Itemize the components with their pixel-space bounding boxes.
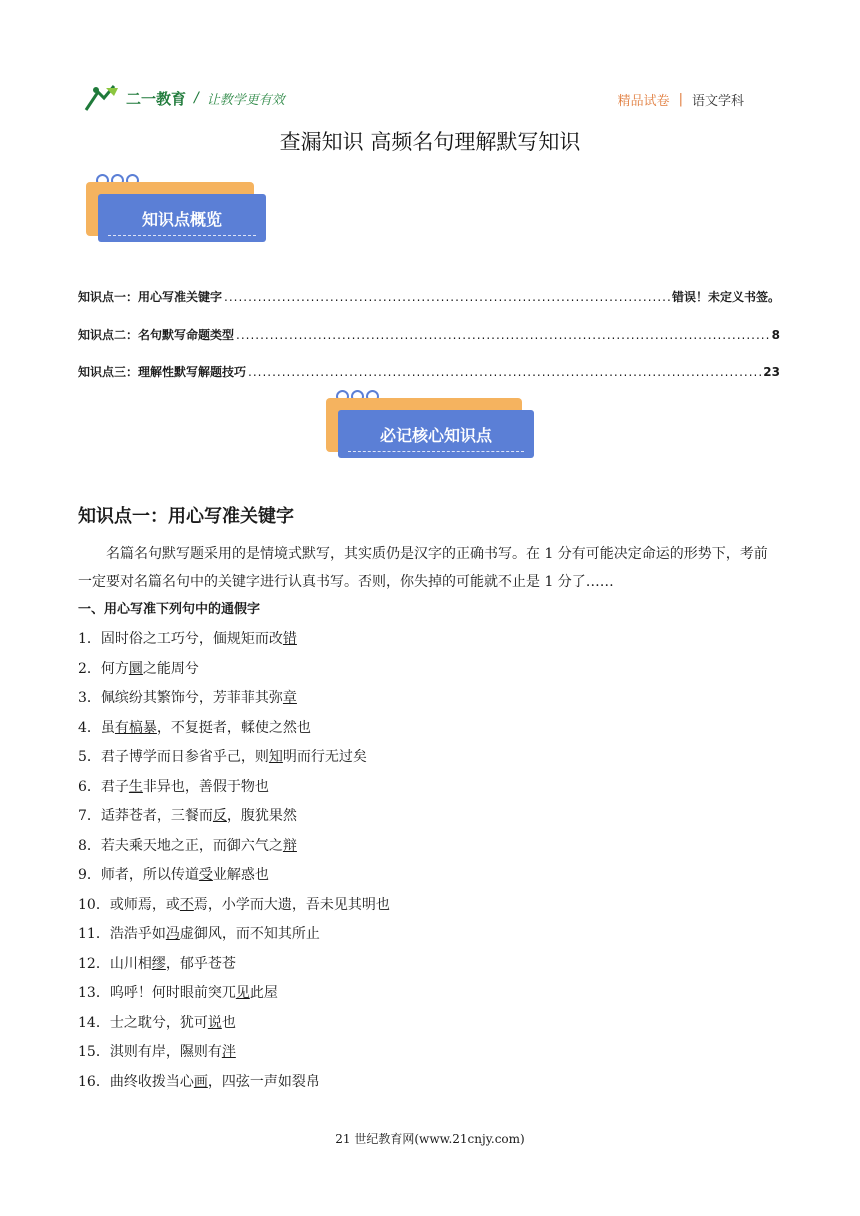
- underlined-char: 泮: [221, 1044, 236, 1060]
- list-item: 11．浩浩乎如冯虚御风，而不知其所止: [78, 926, 320, 942]
- underlined-char: 生: [128, 779, 143, 795]
- underlined-char: 知: [268, 749, 283, 765]
- list-item: 9．师者，所以传道受业解惑也: [78, 867, 269, 883]
- underlined-char: 冯: [165, 926, 180, 942]
- badge-label: 必记核心知识点: [338, 410, 534, 458]
- toc-entry-label: 知识点一：用心写准关键字: [78, 290, 223, 304]
- list-item: 13．呜呼！何时眼前突兀见此屋: [78, 985, 278, 1001]
- underlined-char: 受: [198, 867, 213, 883]
- brand-name: 二一教育: [126, 89, 187, 108]
- overview-badge: [86, 174, 296, 256]
- document-title: 查漏知识 高频名句理解默写知识: [279, 130, 581, 154]
- brand-divider: /: [194, 90, 199, 106]
- list-item: 5．君子博学而日参省乎己，则知明而行无过矣: [78, 749, 367, 765]
- toc-entry-page: 错误！未定义书签。: [671, 290, 780, 304]
- underlined-char: 见: [235, 985, 250, 1001]
- toc-entry-label: 知识点二：名句默写命题类型: [78, 328, 235, 342]
- toc-entry[interactable]: [78, 363, 780, 380]
- section-heading: 知识点一：用心写准关键字: [78, 506, 294, 527]
- underlined-char: 反: [212, 808, 227, 824]
- underlined-char: 缪: [151, 956, 166, 972]
- underlined-char: 章: [282, 690, 297, 706]
- list-item: 12．山川相缪，郁乎苍苍: [78, 956, 236, 972]
- tag-subject: 语文学科: [691, 94, 744, 109]
- toc-entry[interactable]: [78, 288, 780, 305]
- brand-logo: [84, 84, 285, 112]
- header-tags: [618, 90, 744, 109]
- underlined-char: 有槁暴: [114, 720, 157, 736]
- toc-leader-dots: [224, 290, 670, 304]
- underlined-char: 错: [282, 631, 297, 647]
- list-item: 2．何方圜之能周兮: [78, 661, 199, 677]
- underlined-char: 说: [207, 1015, 222, 1031]
- list-item: 4．虽有槁暴，不复挺者，輮使之然也: [78, 720, 311, 736]
- page-header: [84, 84, 744, 116]
- toc-entry-label: 知识点三：理解性默写解题技巧: [78, 365, 247, 379]
- toc-entry-page: 8: [771, 328, 780, 342]
- list-item: 7．适莽苍者，三餐而反，腹犹果然: [78, 808, 297, 824]
- tag-separator: |: [678, 92, 683, 107]
- list-item: 16．曲终收拨当心画，四弦一声如裂帛: [78, 1074, 320, 1090]
- toc-leader-dots: [248, 365, 761, 379]
- page-footer: 21 世纪教育网(www.21cnjy.com): [335, 1132, 525, 1146]
- underlined-char: 不: [179, 897, 194, 913]
- list-item: 3．佩缤纷其繁饰兮，芳菲菲其弥章: [78, 690, 297, 706]
- toc-entry[interactable]: [78, 326, 780, 343]
- section-intro: 名篇名句默写题采用的是情境式默写，其实质仍是汉字的正确书写。在 1 分有可能决定命运的形势下，考前一定要对名篇名句中的关键字进行认真书写。否则，你失掉的可能就不止是 1 分了……: [78, 546, 768, 590]
- list-item: 10．或师焉，或不焉，小学而大遗，吾未见其明也: [78, 897, 390, 913]
- core-badge: [326, 390, 536, 472]
- subsection-heading: 一、用心写准下列句中的通假字: [78, 602, 261, 617]
- list-item: 6．君子生非异也，善假于物也: [78, 779, 269, 795]
- toc-leader-dots: [236, 328, 770, 342]
- toc-entry-page: 23: [763, 365, 780, 379]
- list-item: 14．士之耽兮，犹可说也: [78, 1015, 236, 1031]
- list-item: 15．淇则有岸，隰则有泮: [78, 1044, 236, 1060]
- underlined-char: 画: [193, 1074, 208, 1090]
- badge-label: 知识点概览: [98, 194, 266, 242]
- brand-slogan: 让教学更有效: [206, 92, 285, 108]
- list-item: 1．固时俗之工巧兮，偭规矩而改错: [78, 631, 297, 647]
- tag-premium-paper: 精品试卷: [617, 94, 670, 109]
- runner-logo-icon: [84, 84, 124, 112]
- list-item: 8．若夫乘天地之正，而御六气之辩: [78, 838, 297, 854]
- underlined-char: 圜: [128, 661, 143, 677]
- underlined-char: 辩: [282, 838, 297, 854]
